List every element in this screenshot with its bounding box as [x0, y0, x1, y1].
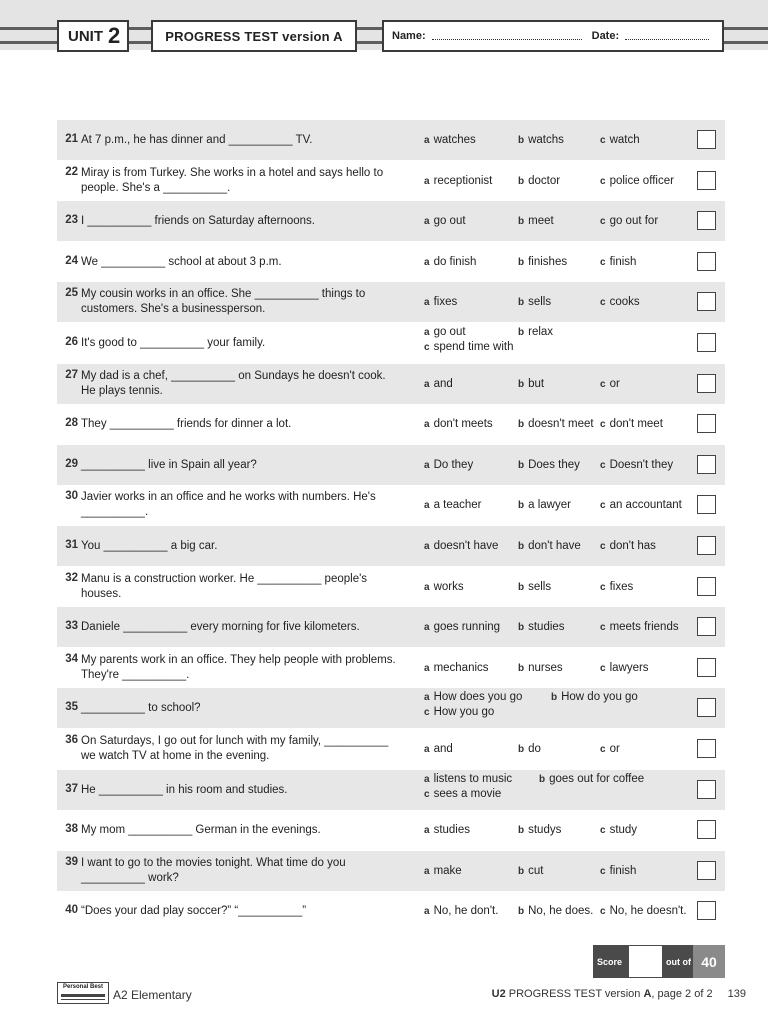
question-text: My dad is a chef, __________ on Sundays he doesn't cook. He plays tennis.	[81, 369, 386, 397]
option-text: don't has	[609, 540, 656, 552]
option-text: or	[609, 743, 620, 755]
option-text: a lawyer	[528, 499, 571, 512]
option-text: How do you go	[561, 691, 638, 704]
option-text: watch	[609, 134, 640, 146]
option-text: go out for	[609, 215, 659, 228]
option-b[interactable]	[518, 296, 551, 308]
option-text: sells	[528, 296, 552, 309]
option-c[interactable]	[600, 134, 640, 146]
answer-box[interactable]	[697, 333, 716, 352]
personal-best-logo	[57, 982, 109, 1004]
option-text: How you go	[433, 706, 495, 719]
option-c[interactable]	[600, 215, 658, 227]
question-number: 22	[65, 165, 78, 178]
option-letter: b	[518, 327, 525, 338]
option-letter: b	[518, 825, 525, 837]
option-text: works	[433, 580, 464, 593]
option-b[interactable]	[518, 134, 564, 146]
option-letter: b	[518, 500, 525, 512]
question-number: 32	[65, 571, 78, 584]
question-row	[57, 323, 725, 363]
question-number: 21	[65, 133, 78, 145]
question-number: 37	[65, 782, 78, 795]
option-letter: b	[518, 865, 525, 877]
option-b[interactable]	[518, 621, 565, 633]
question-row	[57, 648, 725, 688]
option-text: fixes	[433, 296, 458, 309]
option-a[interactable]	[424, 326, 466, 338]
question-text: Miray is from Turkey. She works in a hotel and says hello to people. She's a __________.	[81, 166, 384, 194]
answer-box[interactable]	[697, 211, 716, 230]
option-letter: a	[424, 906, 430, 918]
option-b[interactable]	[518, 215, 554, 227]
footer-test-name: PROGRESS TEST version	[508, 988, 641, 1000]
option-text: No, he does.	[528, 905, 594, 918]
question-row	[57, 242, 725, 282]
option-c[interactable]	[600, 581, 633, 593]
option-letter: c	[600, 662, 606, 674]
question-text: At 7 p.m., he has dinner and __________ TV.	[81, 134, 313, 146]
option-b[interactable]	[518, 743, 541, 755]
option-a[interactable]	[424, 824, 470, 836]
date-field[interactable]	[625, 33, 709, 40]
option-letter: c	[600, 378, 606, 390]
question-number: 27	[65, 368, 78, 381]
option-c[interactable]	[600, 418, 663, 430]
option-b[interactable]	[551, 691, 638, 703]
option-letter: b	[518, 378, 525, 390]
answer-box[interactable]	[697, 414, 716, 433]
option-text: don't meets	[433, 418, 493, 431]
option-letter: c	[600, 906, 606, 918]
option-text: and	[433, 377, 453, 390]
score-total: 40	[693, 945, 725, 978]
option-text: receptionist	[433, 174, 493, 187]
option-b[interactable]	[518, 540, 581, 552]
question-text: I want to go to the movies tonight. What time do you __________ work?	[81, 856, 346, 884]
option-letter: a	[424, 327, 430, 338]
question-row	[57, 161, 725, 201]
question-number: 23	[65, 214, 78, 227]
option-letter: a	[424, 500, 430, 512]
question-row	[57, 120, 725, 160]
option-c[interactable]	[600, 540, 656, 552]
answer-box[interactable]	[697, 820, 716, 839]
score-out-of-label: out of	[666, 957, 691, 967]
question-text: He __________ in his room and studies.	[81, 783, 288, 796]
option-text: meets friends	[609, 621, 679, 634]
option-c[interactable]	[600, 459, 673, 471]
option-letter: a	[424, 378, 430, 390]
option-letter: a	[424, 297, 430, 309]
question-text: __________ live in Spain all year?	[81, 458, 257, 471]
option-letter: b	[539, 773, 546, 785]
option-b[interactable]	[518, 459, 580, 471]
option-c[interactable]	[424, 341, 513, 353]
answer-box[interactable]	[697, 617, 716, 636]
option-text: fixes	[609, 580, 634, 593]
question-text: It's good to __________ your family.	[81, 337, 266, 349]
option-text: spend time with	[433, 341, 514, 353]
option-a[interactable]	[424, 662, 489, 674]
option-a[interactable]	[424, 256, 476, 268]
question-text: On Saturdays, I go out for lunch with my family, __________ we watch TV at home in the evening.	[81, 735, 389, 762]
question-row	[57, 282, 725, 322]
option-letter: a	[424, 622, 430, 634]
option-b[interactable]	[518, 824, 561, 836]
option-b[interactable]	[518, 378, 544, 390]
question-number: 29	[65, 457, 78, 470]
option-letter: c	[600, 297, 606, 309]
option-letter: c	[600, 581, 606, 593]
option-text: lawyers	[609, 661, 649, 674]
option-text: go out	[433, 215, 466, 228]
option-letter: b	[518, 906, 525, 918]
option-b[interactable]	[518, 905, 593, 917]
option-text: cut	[528, 864, 544, 877]
option-text: go out	[433, 326, 466, 338]
option-a[interactable]	[424, 215, 466, 227]
option-letter: b	[518, 622, 525, 634]
question-row	[57, 404, 725, 444]
option-c[interactable]	[600, 865, 636, 877]
option-letter: b	[518, 581, 525, 593]
question-number: 36	[65, 734, 78, 746]
question-number: 35	[65, 701, 78, 714]
test-title: PROGRESS TEST version A	[165, 28, 343, 44]
score-box	[593, 945, 725, 978]
option-letter: c	[600, 459, 606, 471]
option-text: No, he doesn't.	[609, 905, 687, 918]
option-a[interactable]	[424, 905, 498, 917]
option-b[interactable]	[518, 662, 563, 674]
option-text: don't meet	[609, 418, 663, 431]
option-letter: a	[424, 459, 430, 471]
test-title-box	[151, 20, 357, 52]
date-label: Date:	[591, 30, 620, 42]
option-letter: b	[518, 256, 525, 268]
option-b[interactable]	[539, 773, 644, 785]
logo-bar	[61, 994, 105, 997]
option-text: studys	[528, 824, 562, 837]
option-text: police officer	[609, 174, 674, 187]
answer-box[interactable]	[697, 780, 716, 799]
logo-line	[61, 999, 105, 1000]
question-text: Daniele __________ every morning for five kilometers.	[81, 621, 360, 634]
option-text: goes out for coffee	[549, 772, 645, 785]
option-a[interactable]	[424, 459, 473, 471]
option-text: doesn't have	[433, 540, 499, 552]
option-text: finishes	[528, 255, 568, 268]
option-c[interactable]	[600, 378, 620, 390]
option-letter: a	[424, 662, 430, 674]
footer-version: A	[643, 988, 652, 1000]
level-label: A2 Elementary	[113, 988, 192, 1002]
question-text: We __________ school at about 3 p.m.	[81, 255, 282, 268]
question-row	[57, 891, 725, 931]
option-letter: b	[518, 135, 525, 146]
answer-box[interactable]	[697, 171, 716, 190]
option-letter: c	[424, 342, 430, 353]
answer-box[interactable]	[697, 577, 716, 596]
option-c[interactable]	[600, 296, 640, 308]
option-letter: c	[424, 707, 430, 719]
question-text: __________ to school?	[81, 702, 201, 715]
question-number: 34	[65, 652, 78, 665]
question-number: 31	[65, 539, 78, 551]
option-letter: c	[600, 175, 606, 187]
option-text: goes running	[433, 621, 501, 634]
option-letter: b	[518, 662, 525, 674]
answer-box[interactable]	[697, 130, 716, 149]
option-letter: c	[600, 135, 606, 146]
option-text: How does you go	[433, 691, 523, 704]
question-number: 30	[65, 490, 78, 503]
option-text: an accountant	[609, 499, 682, 512]
option-letter: a	[424, 692, 430, 704]
option-b[interactable]	[518, 865, 543, 877]
question-row	[57, 851, 725, 891]
option-a[interactable]	[424, 621, 500, 633]
option-c[interactable]	[600, 175, 674, 187]
question-text: You __________ a big car.	[81, 540, 218, 552]
question-row	[57, 770, 725, 810]
option-text: No, he don't.	[433, 905, 499, 918]
option-b[interactable]	[518, 175, 560, 187]
option-text: doesn't meet	[528, 418, 594, 431]
option-text: sells	[528, 580, 552, 593]
option-letter: c	[600, 216, 606, 228]
option-text: do	[528, 743, 541, 755]
name-label: Name:	[392, 30, 426, 42]
option-text: finish	[609, 255, 637, 268]
question-row	[57, 810, 725, 850]
option-a[interactable]	[424, 418, 493, 430]
answer-box[interactable]	[697, 861, 716, 880]
question-number: 38	[65, 823, 78, 836]
question-number: 39	[65, 855, 78, 868]
option-letter: a	[424, 256, 430, 268]
question-number: 33	[65, 620, 78, 633]
option-letter: c	[600, 744, 606, 755]
option-letter: c	[600, 865, 606, 877]
question-number: 24	[65, 254, 78, 267]
question-row	[57, 526, 725, 566]
option-letter: b	[551, 692, 558, 704]
option-text: but	[528, 377, 545, 390]
option-letter: b	[518, 297, 525, 309]
question-text: My cousin works in an office. She __________ things to customers. She's a businessperson.	[81, 288, 366, 316]
option-letter: a	[424, 216, 430, 228]
option-text: don't have	[528, 540, 581, 552]
option-letter: c	[600, 256, 606, 268]
option-text: mechanics	[433, 661, 489, 674]
option-text: or	[609, 377, 620, 390]
option-letter: c	[600, 622, 606, 634]
answer-box[interactable]	[697, 374, 716, 393]
unit-number: 2	[108, 23, 121, 48]
option-letter: b	[518, 216, 525, 228]
option-text: Doesn't they	[609, 458, 674, 471]
footer-unit-code: U2	[491, 988, 506, 1000]
option-c[interactable]	[424, 788, 501, 800]
question-number: 26	[65, 336, 78, 348]
option-a[interactable]	[424, 540, 498, 552]
option-letter: c	[600, 419, 606, 431]
question-row	[57, 485, 725, 525]
option-text: cooks	[609, 296, 640, 309]
option-b[interactable]	[518, 256, 567, 268]
option-text: studies	[528, 621, 565, 634]
option-letter: a	[424, 175, 430, 187]
unit-label: UNIT	[68, 27, 103, 45]
option-a[interactable]	[424, 581, 464, 593]
question-row	[57, 364, 725, 404]
answer-box[interactable]	[697, 658, 716, 677]
option-text: study	[609, 824, 638, 837]
option-c[interactable]	[600, 621, 679, 633]
option-text: a teacher	[433, 499, 482, 512]
logo-text: Personal Best	[62, 984, 104, 990]
option-a[interactable]	[424, 296, 457, 308]
option-a[interactable]	[424, 691, 522, 703]
option-letter: a	[424, 419, 430, 431]
option-c[interactable]	[600, 824, 637, 836]
option-letter: a	[424, 541, 430, 552]
option-letter: a	[424, 865, 430, 877]
question-number: 40	[65, 904, 78, 917]
option-text: do finish	[433, 255, 477, 268]
question-text: “Does your dad play soccer?” “__________”	[81, 905, 307, 918]
footer-page-number: 139	[727, 988, 746, 1000]
question-row	[57, 688, 725, 728]
question-text: They __________ friends for dinner a lot.	[81, 418, 292, 431]
option-letter: b	[518, 459, 525, 471]
option-text: finish	[609, 864, 637, 877]
option-text: doctor	[528, 174, 561, 187]
question-text: My mom __________ German in the evenings.	[81, 824, 321, 837]
question-number: 28	[65, 417, 78, 430]
option-text: sees a movie	[433, 787, 502, 800]
answer-box[interactable]	[697, 252, 716, 271]
question-text: Manu is a construction worker. He __________ people's houses.	[81, 572, 368, 600]
option-letter: b	[518, 541, 525, 552]
option-a[interactable]	[424, 175, 492, 187]
option-c[interactable]	[600, 256, 636, 268]
option-c[interactable]	[600, 662, 649, 674]
option-letter: a	[424, 135, 430, 146]
option-text: listens to music	[433, 772, 513, 785]
option-b[interactable]	[518, 418, 594, 430]
option-letter: a	[424, 744, 430, 755]
option-letter: c	[424, 788, 430, 800]
option-c[interactable]	[600, 499, 682, 511]
option-b[interactable]	[518, 581, 551, 593]
option-text: watchs	[528, 134, 564, 146]
question-row	[57, 201, 725, 241]
option-a[interactable]	[424, 743, 453, 755]
option-text: watches	[433, 134, 476, 146]
answer-box[interactable]	[697, 901, 716, 920]
answer-box[interactable]	[697, 536, 716, 555]
option-letter: a	[424, 825, 430, 837]
question-text: Javier works in an office and he works with numbers. He's __________.	[81, 491, 376, 519]
question-row	[57, 567, 725, 607]
option-letter: c	[600, 541, 606, 552]
answer-box[interactable]	[697, 455, 716, 474]
option-letter: c	[600, 500, 606, 512]
answer-box[interactable]	[697, 292, 716, 311]
question-text: My parents work in an office. They help people with problems. They're __________.	[81, 653, 396, 681]
answer-box[interactable]	[697, 698, 716, 717]
name-field[interactable]	[432, 33, 582, 40]
question-number: 25	[65, 287, 78, 300]
question-row	[57, 445, 725, 485]
option-text: nurses	[528, 661, 563, 674]
question-row	[57, 607, 725, 647]
option-a[interactable]	[424, 499, 482, 511]
answer-box[interactable]	[697, 739, 716, 758]
answer-box[interactable]	[697, 495, 716, 514]
unit-label-box	[57, 20, 129, 52]
page-footer	[492, 988, 746, 1000]
option-a[interactable]	[424, 134, 476, 146]
option-b[interactable]	[518, 326, 553, 338]
option-text: studies	[433, 824, 470, 837]
option-text: Does they	[528, 458, 580, 471]
option-a[interactable]	[424, 773, 512, 785]
option-c[interactable]	[424, 706, 494, 718]
name-date-box	[382, 20, 724, 52]
question-row	[57, 729, 725, 769]
option-text: make	[433, 864, 462, 877]
option-a[interactable]	[424, 865, 462, 877]
option-b[interactable]	[518, 499, 571, 511]
option-text: meet	[528, 215, 554, 228]
option-text: relax	[528, 326, 554, 338]
footer-page-info: , page 2 of 2	[651, 988, 713, 1000]
option-letter: c	[600, 825, 606, 837]
option-letter: b	[518, 744, 525, 755]
option-text: and	[433, 743, 453, 755]
option-c[interactable]	[600, 905, 687, 917]
option-letter: a	[424, 773, 430, 785]
option-letter: a	[424, 581, 430, 593]
score-input[interactable]	[629, 946, 662, 977]
option-a[interactable]	[424, 378, 453, 390]
option-text: Do they	[433, 458, 474, 471]
question-text: I __________ friends on Saturday afternoons.	[81, 215, 316, 228]
option-c[interactable]	[600, 743, 620, 755]
option-letter: b	[518, 419, 525, 431]
option-letter: b	[518, 175, 525, 187]
score-label: Score	[597, 957, 623, 967]
